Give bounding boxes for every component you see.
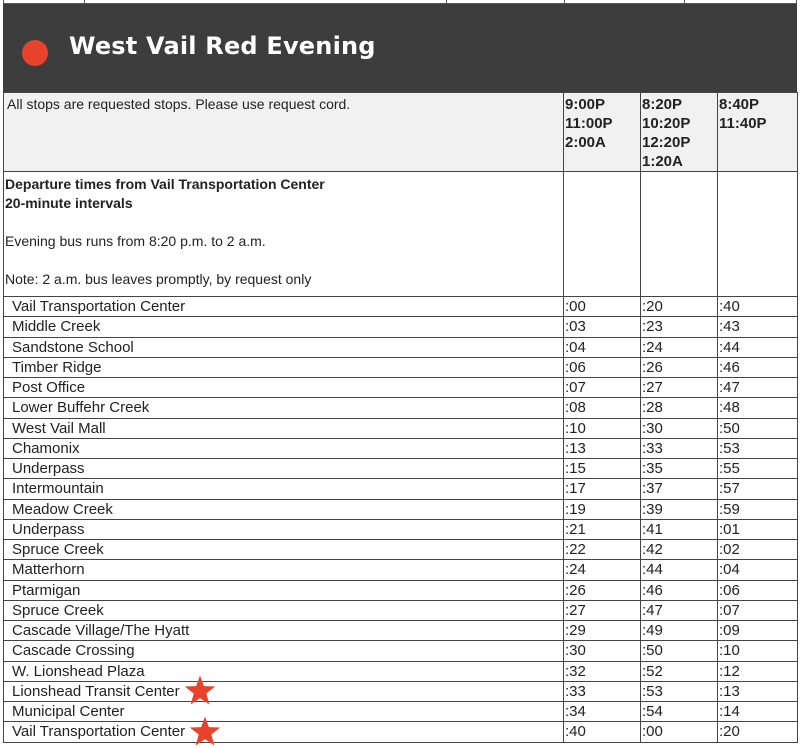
info-hours: Evening bus runs from 8:20 p.m. to 2 a.m.	[5, 233, 266, 249]
departure-minute: :40	[565, 723, 586, 741]
departure-minute: :14	[719, 703, 740, 720]
time-label: 10:20P	[642, 115, 691, 132]
stop-row	[4, 499, 798, 519]
departure-minute: :24	[565, 561, 586, 579]
info-heading: Departure times from Vail Transportation Center	[5, 176, 325, 192]
departure-minute: :53	[642, 682, 663, 700]
star-icon	[189, 716, 221, 748]
departure-minute: :01	[719, 520, 740, 538]
times-column-3	[718, 93, 797, 133]
departure-minute: :17	[565, 480, 586, 498]
stop-name: Cascade Crossing	[12, 642, 135, 660]
time-label: 12:20P	[642, 134, 691, 151]
stop-row	[4, 479, 798, 499]
stop-name: W. Lionshead Plaza	[12, 662, 145, 680]
stop-row	[4, 560, 798, 580]
departure-minute: :41	[642, 520, 663, 538]
time-label: 2:00A	[565, 134, 606, 151]
stop-name: Sandstone School	[12, 338, 134, 356]
stop-row	[4, 398, 798, 418]
departure-minute: :02	[719, 541, 740, 558]
departure-minute: :55	[719, 460, 740, 477]
departure-minute: :54	[642, 703, 663, 720]
times-column-2	[641, 93, 717, 171]
departure-minute: :10	[565, 419, 586, 437]
stop-name: Underpass	[12, 460, 85, 477]
stop-name: Lower Buffehr Creek	[12, 399, 150, 417]
departure-minute: :35	[642, 460, 663, 477]
departure-minute: :13	[719, 682, 740, 700]
departure-minute: :39	[642, 500, 663, 518]
stop-row	[4, 519, 798, 539]
info-row	[4, 172, 798, 297]
departure-minute: :47	[719, 379, 740, 396]
departure-minute: :34	[565, 703, 586, 720]
departure-minute: :15	[565, 460, 586, 477]
route-title: West Vail Red Evening	[69, 32, 376, 60]
departure-minute: :33	[642, 439, 663, 457]
stop-name: Lionshead Transit Center	[12, 682, 180, 700]
times-column-1	[564, 93, 640, 152]
departure-minute: :09	[719, 622, 740, 639]
departure-minute: :47	[642, 601, 663, 619]
stop-name: Spruce Creek	[12, 541, 104, 558]
departure-minute: :26	[642, 358, 663, 376]
departure-minute: :40	[719, 298, 740, 315]
departure-minute: :06	[719, 581, 740, 599]
departure-minute: :07	[719, 601, 740, 619]
departure-minute: :46	[642, 581, 663, 599]
departure-minute: :12	[719, 662, 740, 680]
departure-minute: :20	[719, 723, 740, 741]
departure-minute: :27	[642, 379, 663, 396]
departure-minute: :42	[642, 541, 663, 558]
departure-minute: :26	[565, 581, 586, 599]
departure-minute: :30	[565, 642, 586, 660]
departure-minute: :50	[719, 419, 740, 437]
departure-minute: :22	[565, 541, 586, 558]
stop-row	[4, 297, 798, 317]
departure-minute: :43	[719, 318, 740, 336]
stop-name: Matterhorn	[12, 561, 85, 579]
stop-name: Municipal Center	[12, 703, 125, 720]
departure-minute: :46	[719, 358, 740, 376]
departure-minute: :04	[565, 338, 586, 356]
departure-minute: :50	[642, 642, 663, 660]
departure-minute: :57	[719, 480, 740, 498]
departure-minute: :13	[565, 439, 586, 457]
stop-row	[4, 357, 798, 377]
stop-row	[4, 702, 798, 722]
stop-row	[4, 580, 798, 600]
departure-minute: :00	[565, 298, 586, 315]
request-stop-note: All stops are requested stops. Please use request cord.	[7, 96, 351, 112]
departure-minute: :53	[719, 439, 740, 457]
time-label: 11:40P	[719, 115, 767, 132]
stop-row	[4, 317, 798, 337]
stop-name: Cascade Village/The Hyatt	[12, 622, 190, 639]
info-interval: 20-minute intervals	[5, 195, 133, 211]
stop-row	[4, 438, 798, 458]
departure-minute: :07	[565, 379, 586, 396]
stop-row	[4, 722, 798, 742]
departure-minute: :59	[719, 500, 740, 518]
stop-name: Intermountain	[12, 480, 104, 498]
time-label: 1:20A	[642, 153, 683, 170]
info-note: Note: 2 a.m. bus leaves promptly, by request only	[5, 271, 312, 287]
stop-name: Post Office	[12, 379, 86, 396]
stop-row	[4, 661, 798, 681]
stop-row	[4, 378, 798, 398]
departure-minute: :48	[719, 399, 740, 417]
departure-minute: :04	[719, 561, 740, 579]
departure-minute: :03	[565, 318, 586, 336]
departure-minute: :20	[642, 298, 663, 315]
stop-row	[4, 600, 798, 620]
stop-row	[4, 681, 798, 701]
stop-row	[4, 641, 798, 661]
stop-name: Vail Transportation Center	[12, 723, 186, 741]
departure-minute: :37	[642, 480, 663, 498]
stop-row	[4, 621, 798, 641]
stop-name: Middle Creek	[12, 318, 101, 336]
route-color-dot	[22, 40, 48, 66]
stop-name: Chamonix	[12, 439, 80, 457]
departure-minute: :29	[565, 622, 586, 639]
star-icon	[184, 675, 216, 707]
stop-name: Ptarmigan	[12, 581, 81, 599]
departure-minute: :19	[565, 500, 586, 518]
departure-minute: :24	[642, 338, 663, 356]
departure-minute: :28	[642, 399, 663, 417]
intro-row	[4, 93, 798, 172]
time-label: 11:00P	[565, 115, 613, 132]
route-header	[3, 4, 797, 92]
stop-row	[4, 418, 798, 438]
departure-minute: :33	[565, 682, 586, 700]
route-info	[4, 172, 563, 289]
time-label: 9:00P	[565, 96, 606, 113]
stop-row	[4, 459, 798, 479]
time-label: 8:20P	[642, 96, 683, 113]
departure-minute: :00	[642, 723, 663, 741]
stop-name: Meadow Creek	[12, 500, 113, 518]
departure-minute: :21	[565, 520, 586, 538]
stop-name: West Vail Mall	[12, 419, 106, 437]
departure-minute: :49	[642, 622, 663, 639]
departure-minute: :10	[719, 642, 740, 660]
stop-name: Underpass	[12, 520, 85, 538]
stop-name: Spruce Creek	[12, 601, 104, 619]
stop-row	[4, 337, 798, 357]
departure-minute: :23	[642, 318, 663, 336]
stop-name: Timber Ridge	[12, 358, 102, 376]
departure-minute: :52	[642, 662, 663, 680]
schedule-table	[3, 92, 798, 743]
departure-minute: :08	[565, 399, 586, 417]
departure-minute: :30	[642, 419, 663, 437]
departure-minute: :44	[642, 561, 663, 579]
departure-minute: :44	[719, 338, 740, 356]
departure-minute: :32	[565, 662, 586, 680]
departure-minute: :27	[565, 601, 586, 619]
stop-name: Vail Transportation Center	[12, 298, 186, 315]
time-label: 8:40P	[719, 96, 760, 113]
departure-minute: :06	[565, 358, 586, 376]
stop-row	[4, 540, 798, 560]
